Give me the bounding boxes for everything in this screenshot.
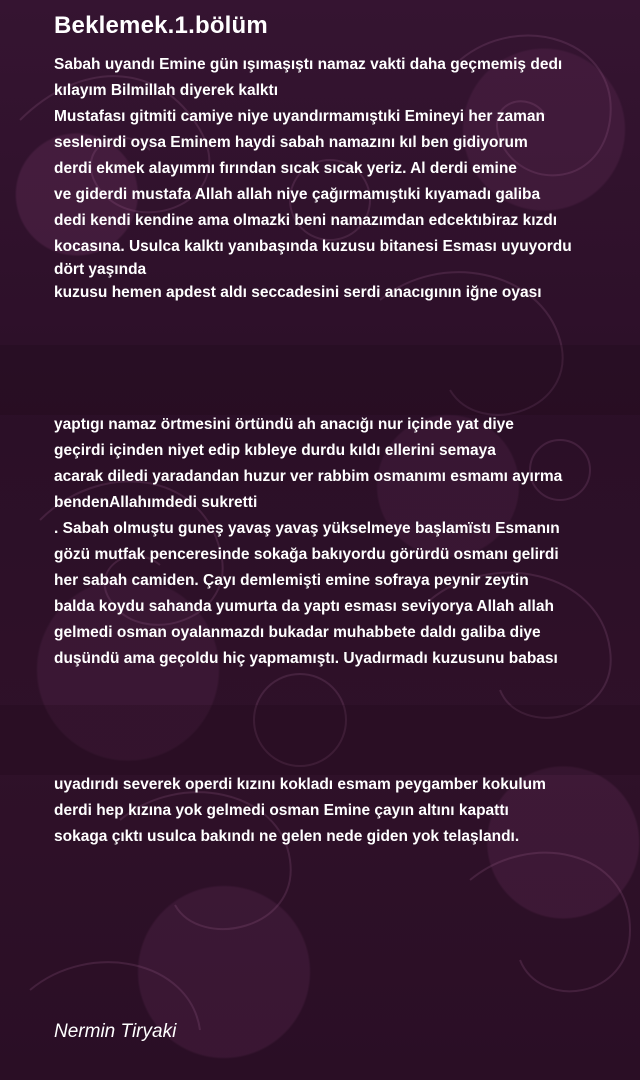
poem-line: gelmedi osman oyalanmazdı bukadar muhabbete daldı galiba diye xyxy=(54,624,541,641)
poem-line: bendenAllahımdedi sukretti xyxy=(54,494,258,511)
poem-line: kuzusu hemen apdest aldı seccadesini serdi anacıgının iğne oyası xyxy=(54,284,542,301)
poem-title: Beklemek.1.bölüm xyxy=(54,12,268,39)
poem-author: Nermin Tiryaki xyxy=(54,1021,177,1042)
poem-line: acarak diledi yaradandan huzur ver rabbim osmanımı esmamı ayırma xyxy=(54,468,563,485)
poem-line: balda koydu sahanda yumurta da yaptı esması seviyorya Allah allah xyxy=(54,598,554,615)
poem-line: dört yaşında xyxy=(54,261,147,278)
poem-line: her sabah camiden. Çayı demlemişti emine sofraya peynir zeytin xyxy=(54,572,529,589)
poem-line: derdi hep kızına yok gelmedi osman Emine çayın altını kapattı xyxy=(54,802,509,819)
poem-line: geçirdi içinden niyet edip kıbleye durdu kıldı ellerini semaya xyxy=(54,442,496,459)
stanza-2 xyxy=(54,412,614,672)
poem-line: derdi ekmek alayımmı fırından sıcak sıcak yeriz. Al derdi emine xyxy=(54,160,517,177)
poem-line: Sabah uyandı Emine gün ışımaşıştı namaz vakti daha geçmemiş dedı xyxy=(54,56,563,73)
poem-line: kocasına. Usulca kalktı yanıbaşında kuzusu bitanesi Esması uyuyordu xyxy=(54,238,572,255)
poem-line: gözü mutfak penceresinde sokağa bakıyordu görürdü osmanı gelirdi xyxy=(54,546,559,563)
divider-band xyxy=(0,345,640,415)
poem-line: Mustafası gitmiti camiye niye uyandırmamıştıki Emineyi her zaman xyxy=(54,108,546,125)
stanza-3 xyxy=(54,772,614,850)
poem-line: seslenirdi oysa Eminem haydi sabah namazını kıl ben gidiyorum xyxy=(54,134,528,151)
poem-line: yaptıgı namaz örtmesini örtündü ah anacığı nur içinde yat diye xyxy=(54,416,514,433)
poem-line: . Sabah olmuştu guneş yavaş yavaş yükselmeye başlamïstı Esmanın xyxy=(54,520,560,537)
poem-line: ve giderdi mustafa Allah allah niye çağırmamıştıki kıyamadı galiba xyxy=(54,186,541,203)
poem-line: uyadırıdı severek operdi kızını kokladı esmam peygamber kokulum xyxy=(54,776,546,793)
poem-line: kılayım Bilmillah diyerek kalktı xyxy=(54,82,279,99)
stanza-1 xyxy=(54,52,614,306)
poem-line: dedi kendi kendine ama olmazki beni namazımdan edcektıbiraz kızdı xyxy=(54,212,558,229)
poem-line: sokaga çıktı usulca bakındı ne gelen nede giden yok telaşlandı. xyxy=(54,828,520,845)
divider-band xyxy=(0,705,640,775)
poem-line: duşündü ama geçoldu hiç yapmamıştı. Uyadırmadı kuzusunu babası xyxy=(54,650,558,667)
